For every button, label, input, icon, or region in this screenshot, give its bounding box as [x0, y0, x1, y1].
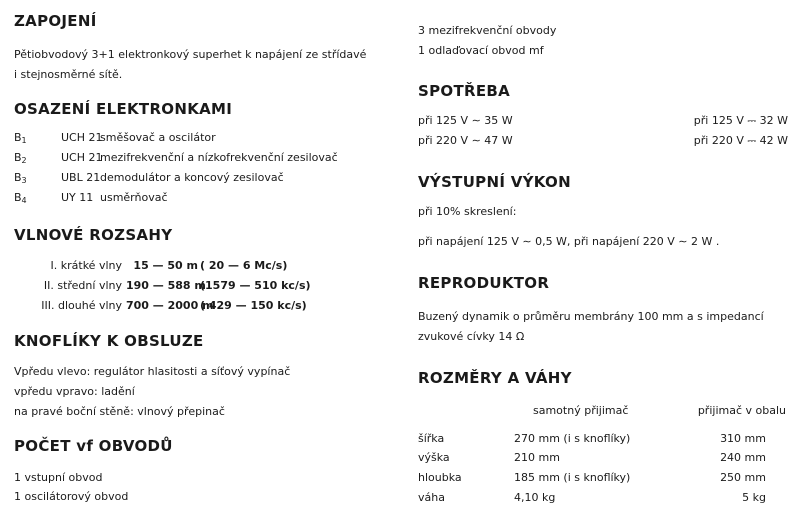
heading-pocet-obvodu: POČET vf OBVODŮ — [14, 437, 173, 455]
consumption-dc-220: při 220 V ⎓ 42 W — [693, 134, 788, 147]
wave-frequency-range: (1579 — 510 kc/s) — [200, 279, 311, 292]
tube-code: $B_1$ — [14, 131, 27, 145]
dimensions-table — [418, 404, 788, 514]
dimension-label: výška — [418, 451, 450, 464]
tube-type: UCH 21 — [61, 131, 103, 144]
tube-function: demodulátor a koncový zesilovač — [100, 171, 284, 184]
consumption-ac-125: při 125 V ∼ 35 W — [418, 114, 513, 127]
heading-vystupni-vykon: VÝSTUPNÍ VÝKON — [418, 173, 571, 191]
tube-list — [14, 131, 394, 211]
table-row — [418, 491, 788, 509]
output-distortion: při 10% skreslení: — [418, 205, 517, 218]
dimension-value-bare: 4,10 kg — [514, 491, 556, 504]
dimension-value-bare: 210 mm — [514, 451, 560, 464]
wave-length-range: 700 — 2000 m — [126, 299, 214, 312]
circuit-line: 1 odlaďovací obvod mf — [418, 44, 544, 57]
tube-row — [14, 131, 394, 149]
tube-function: směšovač a oscilátor — [100, 131, 216, 144]
heading-osazeni: OSAZENÍ ELEKTRONKAMI — [14, 100, 233, 118]
controls-line: na pravé boční stěně: vlnový přepinač — [14, 405, 225, 418]
heading-vlnove-rozsahy: VLNOVÉ ROZSAHY — [14, 226, 173, 244]
wave-band-name: II. střední vlny — [43, 279, 122, 292]
heading-rozmery: ROZMĚRY A VÁHY — [418, 369, 572, 387]
dimension-value-packed: 5 kg — [742, 491, 766, 504]
wave-frequency-range: ( 429 — 150 kc/s) — [200, 299, 307, 312]
dimensions-column-header: samotný přijimač — [533, 404, 629, 417]
wave-range-row — [14, 259, 394, 277]
heading-spotreba: SPOTŘEBA — [418, 82, 511, 100]
heading-reproduktor: REPRODUKTOR — [418, 274, 550, 292]
circuit-line: 1 oscilátorový obvod — [14, 490, 129, 503]
wave-band-name: I. krátké vlny — [50, 259, 122, 272]
tube-code: $B_4$ — [14, 191, 27, 205]
dimension-value-packed: 310 mm — [720, 432, 766, 445]
dimension-value-bare: 270 mm (i s knoflíky) — [514, 432, 631, 445]
wave-range-row — [14, 279, 394, 297]
consumption-table — [418, 114, 788, 154]
controls-line: vpředu vpravo: ladění — [14, 385, 135, 398]
dimension-label: šířka — [418, 432, 445, 445]
table-row — [418, 471, 788, 489]
wave-band-name: III. dlouhé vlny — [41, 299, 122, 312]
tube-code: $B_3$ — [14, 171, 27, 185]
output-power: při napájení 125 V ∼ 0,5 W, při napájení 220 V ∼ 2 W . — [418, 235, 720, 248]
speaker-line-2: zvukové cívky 14 Ω — [418, 330, 525, 343]
dimension-label: váha — [418, 491, 445, 504]
table-row — [418, 451, 788, 469]
tube-type: UBL 21 — [61, 171, 101, 184]
heading-knofliky: KNOFLÍKY K OBSLUZE — [14, 332, 204, 350]
wave-length-range: 190 — 588 m — [126, 279, 206, 292]
dimension-value-bare: 185 mm (i s knoflíky) — [514, 471, 631, 484]
table-row — [418, 432, 788, 450]
wave-frequency-range: ( 20 — 6 Mc/s) — [200, 259, 288, 272]
tube-function: mezifrekvenční a nízkofrekvenční zesilovač — [100, 151, 338, 164]
circuit-line: 3 mezifrekvenční obvody — [418, 24, 557, 37]
tube-code: $B_2$ — [14, 151, 27, 165]
dimension-value-packed: 240 mm — [720, 451, 766, 464]
heading-zapojeni: ZAPOJENÍ — [14, 12, 97, 30]
circuit-line: 1 vstupní obvod — [14, 471, 103, 484]
zapojeni-line-2: i stejnosměrné sítě. — [14, 68, 123, 81]
tube-function: usměrňovač — [100, 191, 168, 204]
wave-range-row — [14, 299, 394, 317]
speaker-line-1: Buzený dynamik o průměru membrány 100 mm a s impedancí — [418, 310, 764, 323]
consumption-dc-125: při 125 V ⎓ 32 W — [693, 114, 788, 127]
controls-line: Vpředu vlevo: regulátor hlasitosti a síťový vypínač — [14, 365, 291, 378]
tube-row — [14, 191, 394, 209]
dimension-value-packed: 250 mm — [720, 471, 766, 484]
zapojeni-line-1: Pětiobvodový 3+1 elektronkový superhet k napájení ze střídavé — [14, 48, 367, 61]
tube-type: UCH 21 — [61, 151, 103, 164]
wave-length-range: 15 — 50 m — [133, 259, 198, 272]
wave-range-list — [14, 259, 394, 319]
tube-row — [14, 151, 394, 169]
tube-row — [14, 171, 394, 189]
tube-type: UY 11 — [61, 191, 94, 204]
dimension-label: hloubka — [418, 471, 462, 484]
consumption-ac-220: při 220 V ∼ 47 W — [418, 134, 513, 147]
dimensions-column-header: přijimač v obalu — [697, 404, 786, 417]
